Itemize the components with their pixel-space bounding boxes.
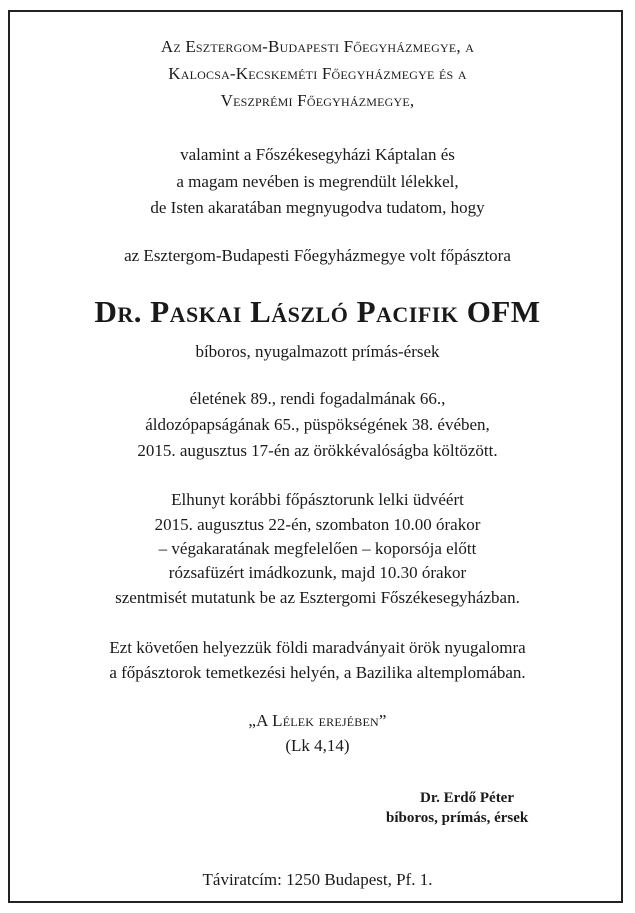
footer-telegraph-address: Táviratcím: 1250 Budapest, Pf. 1. [202, 870, 433, 889]
death-line-2: áldozópapságának 65., püspökségének 38. évében, [145, 415, 490, 434]
deceased-name: Dr. Paskai László Pacifik OFM [94, 294, 541, 329]
funeral-line-2: 2015. augusztus 22-én, szombaton 10.00 órakor [154, 515, 481, 534]
deceased-title: bíboros, nyugalmazott prímás-érsek [195, 342, 440, 361]
predecessor-line: az Esztergom-Budapesti Főegyházmegye volt főpásztora [124, 246, 511, 265]
funeral-line-1: Elhunyt korábbi főpásztorunk lelki üdvéért [171, 490, 464, 509]
death-line-3: 2015. augusztus 17-én az örökkévalóságba költözött. [137, 441, 498, 460]
intro-line-2: a magam nevében is megrendült lélekkel, [176, 172, 459, 191]
funeral-line-5: szentmisét mutatunk be az Esztergomi Főszékesegyházban. [115, 588, 520, 607]
header-line-2: Kalocsa-Kecskeméti Főegyházmegye és a [168, 64, 467, 83]
intro-line-3: de Isten akaratában megnyugodva tudatom, hogy [150, 198, 485, 217]
quote-text: „A Lélek erejében” [248, 711, 387, 730]
signature-title: bíboros, prímás, érsek [386, 810, 529, 826]
funeral-line-4: rózsafüzért imádkozunk, majd 10.30 órakor [168, 563, 467, 582]
funeral-line-3: – végakaratának megfelelően – koporsója előtt [158, 539, 477, 558]
quote-reference: (Lk 4,14) [285, 736, 350, 755]
death-line-1: életének 89., rendi fogadalmának 66., [189, 389, 446, 408]
burial-line-2: a főpásztorok temetkezési helyén, a Bazilika altemplomában. [109, 663, 526, 682]
intro-line-1: valamint a Főszékesegyházi Káptalan és [180, 145, 455, 164]
signature-name: Dr. Erdő Péter [420, 790, 514, 806]
header-line-3: Veszprémi Főegyházmegye, [220, 91, 415, 110]
header-line-1: Az Esztergom-Budapesti Főegyházmegye, a [160, 37, 475, 56]
burial-line-1: Ezt követően helyezzük földi maradványait örök nyugalomra [109, 638, 526, 657]
